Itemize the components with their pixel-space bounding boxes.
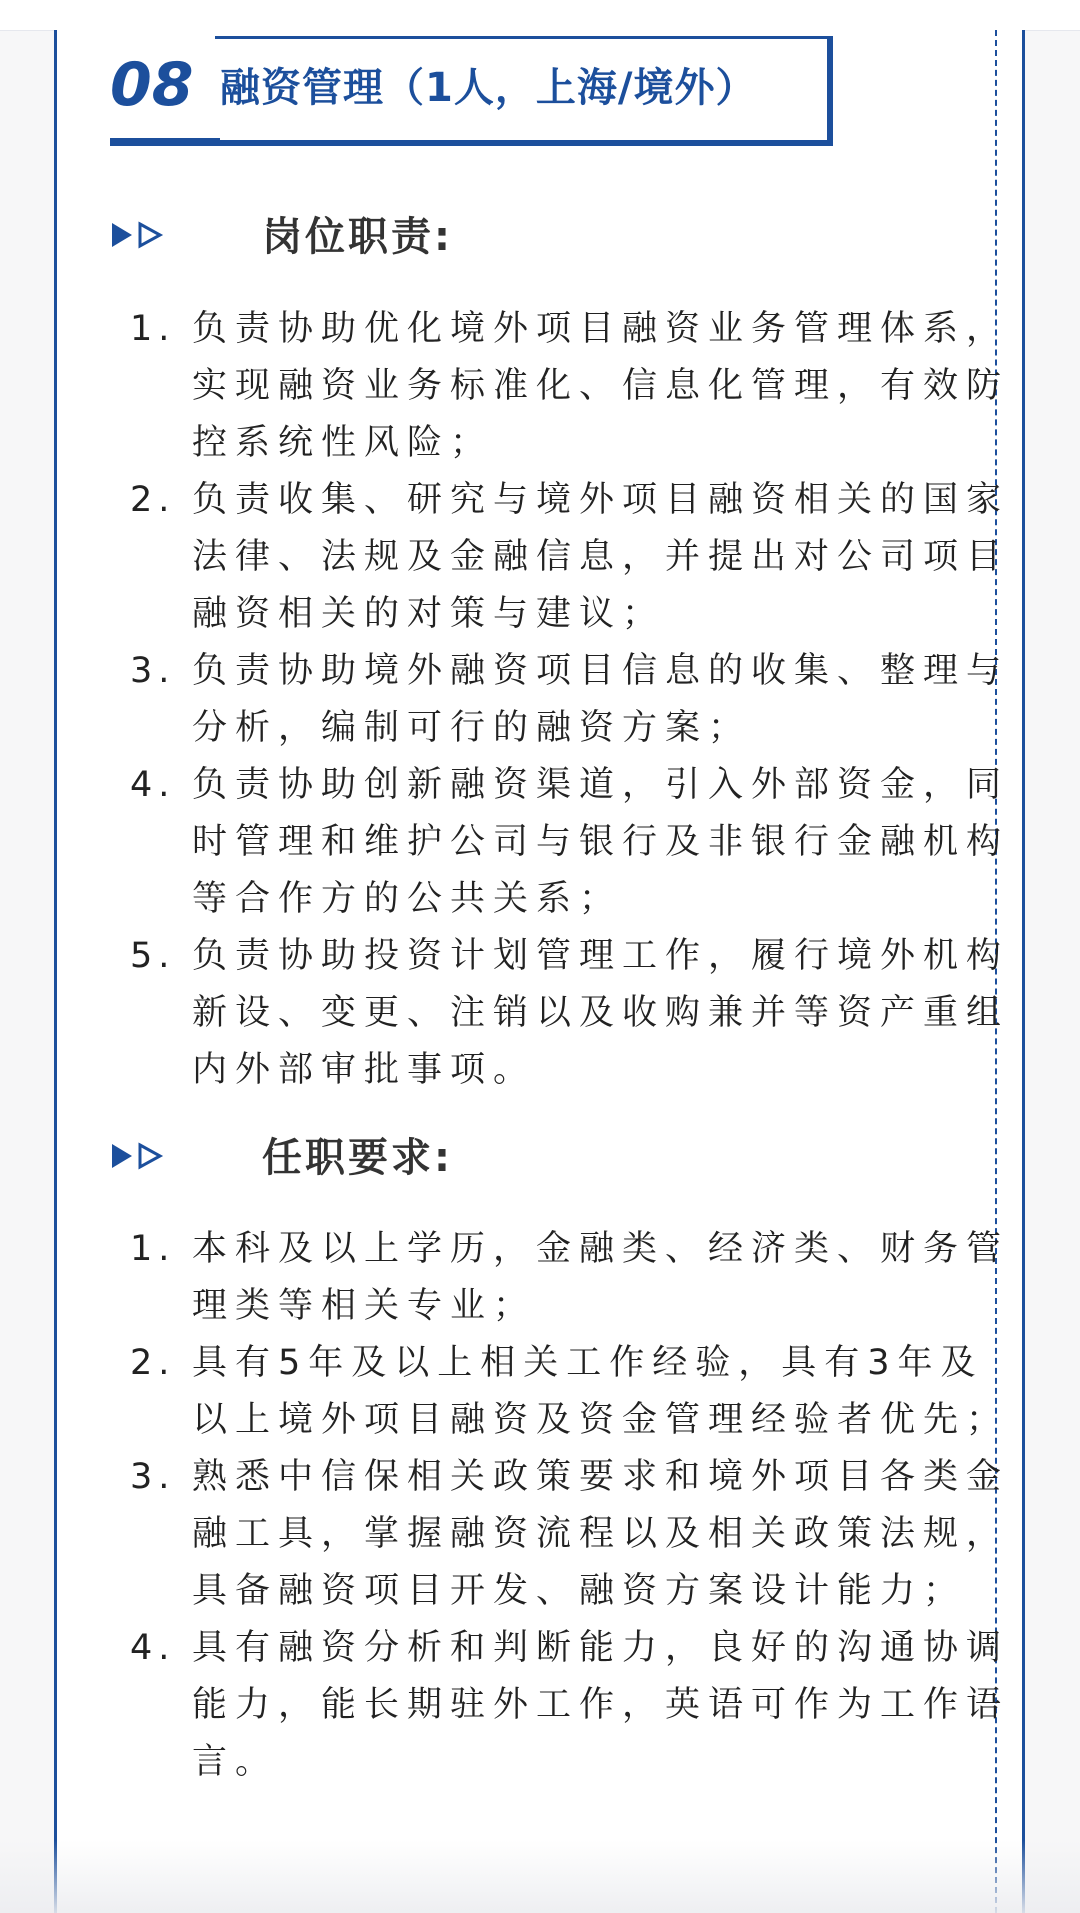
item-number: 3. [130, 651, 176, 691]
item-text: 负责收集、研究与境外项目融资相关的国家法律、法规及金融信息，并提出对公司项目融资相关的对策与建议； [192, 480, 1010, 634]
card-border-right [1022, 30, 1025, 1913]
list-item [130, 301, 1010, 472]
requirements-list [130, 1221, 1010, 1791]
item-number: 2. [130, 480, 176, 520]
item-text: 负责协助创新融资渠道，引入外部资金，同时管理和维护公司与银行及非银行金融机构等合作方的公共关系； [192, 765, 1010, 919]
duties-list [130, 301, 1010, 1099]
list-item [130, 1221, 1010, 1335]
item-number: 1. [130, 1229, 176, 1269]
item-text: 具有5年及以上相关工作经验，具有3年及以上境外项目融资及资金管理经验者优先； [192, 1343, 1010, 1440]
item-number: 2. [130, 1343, 176, 1383]
item-number: 5. [130, 936, 176, 976]
card-border-left [54, 30, 57, 1913]
list-item [130, 643, 1010, 757]
double-triangle-arrow-icon [110, 1140, 166, 1172]
title-underline [110, 138, 220, 146]
item-text: 本科及以上学历，金融类、经济类、财务管理类等相关专业； [192, 1229, 1010, 1326]
list-item [130, 1335, 1010, 1449]
item-number: 4. [130, 765, 176, 805]
double-triangle-arrow-icon [110, 219, 166, 251]
item-text: 具有融资分析和判断能力，良好的沟通协调能力，能长期驻外工作，英语可作为工作语言。 [192, 1628, 1010, 1782]
item-number: 1. [130, 309, 176, 349]
duties-heading-text: 岗位职责: [262, 214, 453, 260]
position-number: 08 [110, 50, 194, 120]
item-text: 负责协助优化境外项目融资业务管理体系，实现融资业务标准化、信息化管理，有效防控系统性风险； [192, 309, 1010, 463]
list-item [130, 928, 1010, 1099]
position-title: 融资管理（1人，上海/境外） [220, 65, 757, 111]
list-item [130, 472, 1010, 643]
item-number: 4. [130, 1628, 176, 1668]
item-number: 3. [130, 1457, 176, 1497]
requirements-heading [110, 1128, 910, 1188]
list-item [130, 1620, 1010, 1791]
list-item [130, 1449, 1010, 1620]
item-text: 熟悉中信保相关政策要求和境外项目各类金融工具，掌握融资流程以及相关政策法规，具备融资项目开发、融资方案设计能力； [192, 1457, 1010, 1611]
item-text: 负责协助投资计划管理工作，履行境外机构新设、变更、注销以及收购兼并等资产重组内外部审批事项。 [192, 936, 1010, 1090]
bottom-fade [0, 1840, 1080, 1913]
requirements-heading-text: 任职要求: [262, 1135, 453, 1181]
duties-heading [110, 207, 910, 267]
item-text: 负责协助境外融资项目信息的收集、整理与分析，编制可行的融资方案； [192, 651, 1010, 748]
list-item [130, 757, 1010, 928]
